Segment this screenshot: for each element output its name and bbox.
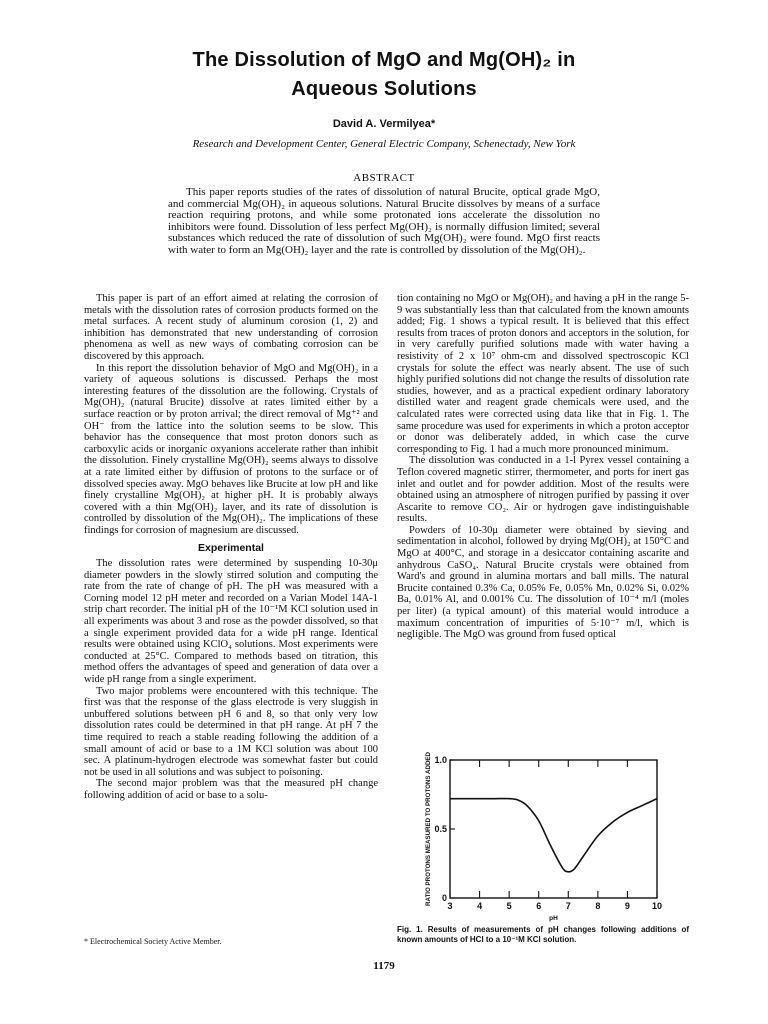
y-tick-label: 1.0 [434,755,447,765]
y-axis-label: RATIO PROTONS MEASURED TO PROTONS ADDED [425,751,432,907]
plot-frame [450,760,657,898]
y-tick-label: 0.5 [434,824,447,834]
section-heading: Experimental [198,542,264,555]
x-tick-label: 3 [447,901,453,911]
paragraph: In this report the dissolution behavior of MgO and Mg(OH)₂ in a variety of aqueous solutions is discussed. Perhaps the most interesting features of the dissolution are the following. Crystals of Mg(OH)₂ (natural Brucite) dissolve at rates limited either by a surface reaction or by proton arrival; the direct removal of Mg⁺² and OH⁻ from the lattice into the solution seems to be slow. This behavior has the consequence that most proton donors such as carboxylic acids or inorganic oxyanions accelerate rather than inhibit the dissolution. Finely crystalline Mg(OH)₂ seems always to dissolve at a rate limited either by diffusion of protons to the surface or of dissolved species away. MgO behaves like Brucite at low pH and like finely crystalline Mg(OH)₂ at higher pH. It is probably always covered with a thin Mg(OH)₂ layer, and its rate of dissolution is controlled by dissolution of the Mg(OH)₂. The implications of these findings for corrosion of magnesium are discussed. [84,362,378,536]
x-tick-label: 7 [565,901,571,911]
x-tick-label: 8 [595,901,601,911]
x-tick-label: 6 [536,901,542,911]
right-column [397,293,689,641]
figure-1-chart [397,748,689,924]
title-line-1: The Dissolution of MgO and Mg(OH)₂ in [192,49,576,71]
author-name: David A. Vermilyea* [332,118,436,130]
paragraph: tion containing no MgO or Mg(OH)₂ and having a pH in the range 5-9 was substantially less than that calculated from the known amounts added; Fig. 1 shows a typical result. It is believed that this effect results from traces of proton donors and acceptors in the solution, for in very carefully purified solutions made with water having a resistivity of 2 x 10⁷ ohm-cm and dissolved spectroscopic KCl crystals for solute the effect was nearly absent. The use of such highly purified solutions did not change the results of dissolution rate studies, however, and as a practical expedient ordinary laboratory distilled water and reagent grade chemicals were used, and the calculated rates were corrected using data like that in Fig. 1. The same procedure was used for experiments in which a proton acceptor or donor was deliberately added, in which case the curve corresponding to Fig. 1 had a much more pronounced minimum. [397,293,689,455]
x-tick-label: 5 [506,901,512,911]
x-tick-label: 10 [651,901,663,911]
figure-caption: Fig. 1. Results of measurements of pH changes following additions of known amounts of HCl to a 10⁻¹M KCl solution. [397,925,689,944]
left-column [84,293,378,802]
series-line [450,799,657,872]
x-tick-label: 9 [624,901,630,911]
x-axis-label: pH [549,915,558,922]
paper-title [80,46,688,104]
title-line-2: Aqueous Solutions [291,78,477,100]
paragraph: This paper is part of an effort aimed at relating the corrosion of metals with the dissolution rates of corrosion products formed on the metal surfaces. A recent study of aluminum corosion (1, 2) and inhibition has demonstrated that new understanding of corrosion phenomena as well as new ways of combating corrosion can be discovered by this approach. [84,293,378,362]
paragraph: The dissolution rates were determined by suspending 10-30μ diameter powders in the slowly stirred solution and computing the rate from the rate of change of pH. The pH was measured with a Corning model 12 pH meter and recorded on a Varian Model 14A-1 strip chart recorder. The initial pH of the 10⁻¹M KCl solution used in all experiments was about 3 and rose as the powder dissolved, so that a single experiment provided data for a wide pH range. Identical results were obtained using KClO₄ solutions. Most experiments were conducted at 25°C. Compared to methods based on titration, this method offers the advantages of speed and generation of data over a wide pH range from a single experiment. [84,558,378,685]
x-tick-label: 4 [477,901,483,911]
paragraph: The dissolution was conducted in a 1-l Pyrex vessel containing a Teflon covered magnetic stirrer, thermometer, and ports for inert gas inlet and outlet and for powder addition. Most of the results were obtained using an atmosphere of nitrogen purified by passing it over Ascarite to remove CO₂. Air or hydrogen gave indistinguishable results. [397,455,689,525]
page-number: 1179 [373,960,395,972]
paragraph: Powders of 10-30μ diameter were obtained by sieving and sedimentation in alcohol, followed by drying Mg(OH)₂ at 150°C and MgO at 400°C, and storage in a desiccator containing ascarite and anhydrous CaSO₄. Natural Brucite crystals were obtained from Ward's and ground in alumina mortars and ball mills. The natural Brucite contained 0.3% Ca, 0.05% Fe, 0.05% Mn, 0.02% Si, 0.02% Ba, 0.01% Al, and 0.001% Cu. The dissolution of 10⁻⁴ m/l (moles per liter) (a typical amount) of this material would introduce a maximum concentration of impurities of 5·10⁻⁷ m/l, which is negligible. The MgO was ground from fused optical [397,524,689,641]
footnote: * Electrochemical Society Active Member. [84,937,222,946]
paragraph: Two major problems were encountered with this technique. The first was that the response of the glass electrode is very sluggish in unbuffered solutions between pH 6 and 8, so that only very low dissolution rates could be determined in that pH range. At pH 7 the time required to reach a stable reading following the addition of a small amount of acid or base to a 1M KCl solution was about 100 sec. A platinum-hydrogen electrode was somewhat faster but could not be used in all solutions and was subject to poisoning. [84,685,378,778]
y-tick-label: 0 [441,893,447,903]
abstract-text: This paper reports studies of the rates of dissolution of natural Brucite, optical grade MgO, and commercial Mg(OH)₂ in aqueous solutions. Natural Brucite dissolves by means of a surface reaction requiring protons, and while some protonated ions accelerate the dissolution no inhibitors were found. Dissolution of less perfect Mg(OH)₂ is normally diffusion limited; several substances which reduced the rate of dissolution of such Mg(OH)₂ were found. MgO first reacts with water to form an Mg(OH)₂ layer and the rate is controlled by dissolution of the Mg(OH)₂. [168,186,600,256]
paragraph: The second major problem was that the measured pH change following addition of acid or base to a solu- [84,778,378,801]
author-affiliation: Research and Development Center, General Electric Company, Schenectady, New York [192,138,576,150]
abstract-heading: ABSTRACT [353,172,415,184]
